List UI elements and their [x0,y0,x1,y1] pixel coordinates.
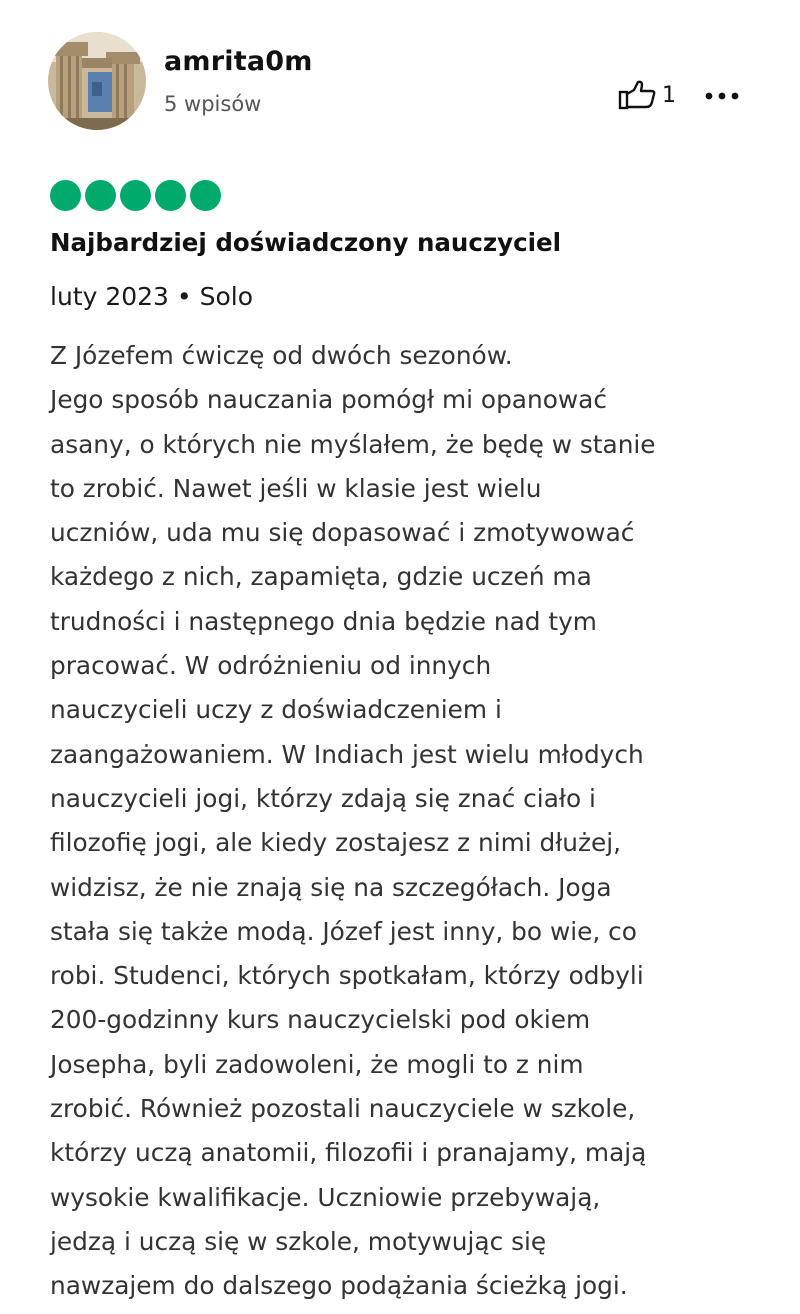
review-body-line: trudności i następnego dnia będzie nad tym [50,606,597,636]
review-header [48,32,768,132]
review-body-line: 200-godzinny kurs nauczycielski pod okiem [50,1005,591,1035]
review-body-line: Jego sposób nauczania pomógł mi opanować [50,385,607,415]
helpful-vote-button[interactable] [618,80,676,110]
rating-bubble-icon [190,180,221,211]
review-body-line: to zrobić. Nawet jeśli w klasie jest wielu [50,473,542,503]
review-body-line: zaangażowaniem. W Indiach jest wielu młodych [50,739,644,769]
review-body-line: pracować. W odróżnieniu od innych [50,651,492,681]
review-body-line: jedzą i uczą się w szkole, motywując się [50,1226,547,1256]
more-options-button[interactable] [702,84,742,108]
review-body-line: Z Józefem ćwiczę od dwóch sezonów. [50,341,513,370]
more-options-icon [702,84,742,108]
review-body-line: każdego z nich, zapamięta, gdzie uczeń ma [50,562,592,592]
review-body-line: którzy uczą anatomii, filozofii i pranajamy, mają [50,1138,647,1168]
review-body-line: nawzajem do dalszego podążania ścieżką jogi. [50,1271,628,1301]
rating-bubble-icon [50,180,81,211]
review-body-line: stała się także modą. Józef jest inny, bo wie, co [50,916,637,946]
rating-bubble-icon [85,180,116,211]
avatar[interactable] [48,32,146,130]
review-body-line: uczniów, uda mu się dopasować i zmotywować [50,518,635,548]
review-title[interactable]: Najbardziej doświadczony nauczyciel [50,228,562,257]
review-body-line: wysokie kwalifikacje. Uczniowie przebywają, [50,1182,601,1212]
helpful-count: 1 [662,82,676,108]
review-body-line: asany, o których nie myślałem, że będę w stanie [50,429,656,459]
reviewer-contributions: 5 wpisów [164,92,262,116]
rating-bubble-icon [120,180,151,211]
reviewer-name[interactable]: amrita0m [164,46,313,77]
avatar-image [48,32,146,130]
review-body-line: filozofię jogi, ale kiedy zostajesz z nimi dłużej, [50,828,622,858]
thumbs-up-icon [618,80,656,110]
review-body-line: widzisz, że nie znają się na szczegółach. Joga [50,872,612,902]
review-body-line: nauczycieli jogi, którzy zdają się znać ciało i [50,783,596,813]
rating-bubble-icon [155,180,186,211]
review-body [50,334,780,1309]
review-body-line: nauczycieli uczy z doświadczeniem i [50,695,502,725]
rating-bubbles [50,180,221,211]
review-body-line: Josepha, byli zadowoleni, że mogli to z nim [50,1049,584,1079]
review-body-line: robi. Studenci, których spotkałam, którzy odbyli [50,961,644,991]
review-body-line: zrobić. Również pozostali nauczyciele w szkole, [50,1094,636,1124]
review-meta: luty 2023 • Solo [50,282,254,311]
